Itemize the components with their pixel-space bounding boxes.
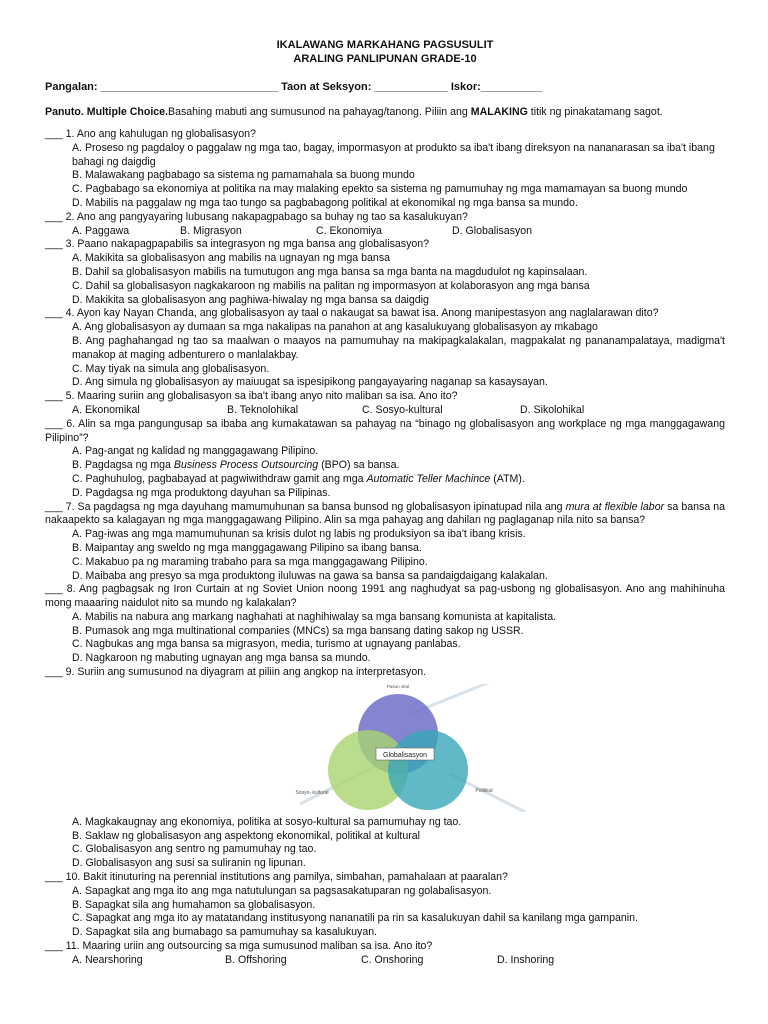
answer-blank[interactable]: ___ (45, 210, 63, 223)
question-text: 1. Ano ang kahulugan ng globalisasyon? (65, 128, 256, 140)
option-b: B. Saklaw ng globalisasyon ang aspektong ekonomikal, politikal at kultural (72, 829, 421, 842)
answer-blank[interactable]: ___ (45, 238, 63, 251)
question-9 (45, 666, 725, 871)
option-c: C. Ekonomiya (316, 224, 382, 237)
venn-center-label: Globalisasyon (383, 751, 427, 759)
instructions-text2: titik ng pinakatamang sagot. (527, 106, 663, 118)
option-b: B. Maipantay ang sweldo ng mga manggagawang Pilipino sa ibang bansa. (72, 541, 422, 554)
option-c: C. Globalisasyon ang sentro ng pamumuhay ng tao. (72, 843, 317, 856)
question-text-post: sa bansa na nakaapekto sa kalagayan ng mga manggagawang Pilipino. Alin sa mga pahayag ang dahilan ng paglaganap nila nito sa bansa? (45, 500, 725, 527)
option-a: A. Pag-angat ng kalidad ng manggagawang Pilipino. (72, 445, 319, 458)
option-d: D. Makikita sa globalisasyon ang paghiwa-hiwalay ng mga bansa sa daigdig (72, 293, 429, 306)
option-c: C. Makabuo pa ng maraming trabaho para sa mga manggagawang Pilipino. (72, 555, 428, 568)
option-c: C. May tiyak na simula ang globalisasyon. (72, 362, 270, 375)
venn-right-label: Politikal (475, 787, 493, 794)
question-5 (45, 390, 725, 418)
option-d: D. Mabilis na paggalaw ng mga tao tungo sa pagbabagong politikal at ekonomikal ng mga bansa sa mundo. (72, 196, 578, 209)
answer-blank[interactable]: ___ (45, 390, 63, 403)
option-c: C. Nagbukas ang mga bansa sa migrasyon, media, turismo at ugnayang panlabas. (72, 638, 461, 651)
option-c: C. Dahil sa globalisasyon nagkakaroon ng mabilis na palitan ng impormasyon at kolaborasyon ang mga bansa (72, 279, 590, 292)
option-b: B. Sapagkat sila ang humahamon sa globalisasyon. (72, 898, 316, 911)
option-b: B. Dahil sa globalisasyon mabilis na tumutugon ang mga bansa sa mga banta na magdudulot ng kapinsalaan. (72, 265, 588, 278)
answer-blank[interactable]: ___ (45, 871, 63, 884)
question-text: 8. Ang pagbagsak ng Iron Curtain at ng Soviet Union noong 1991 ang naghudyat sa pag-usbong ng globalisasyon. Ano ang mahihinuha mong maaaring naidulot nito sa mundo ng kalakalan? (45, 583, 725, 610)
venn-left-label: Sosyo- kultural (295, 789, 329, 796)
exam-title-line2: ARALING PANLIPUNAN GRADE-10 (293, 53, 477, 65)
option-d: D. Sapagkat sila ang bumabago sa pamumuhay sa kasalukuyan. (72, 926, 378, 939)
question-4 (45, 307, 725, 390)
instructions-label: Panuto. Multiple Choice. (45, 106, 169, 118)
option-a: A. Proseso ng pagdaloy o paggalaw ng mga tao, bagay, impormasyon at produkto sa iba't ibang direksyon na nananarasan sa iba't ibang bahagi ng daigdig (72, 141, 715, 168)
question-8 (45, 583, 725, 666)
option-a: A. Makikita sa globalisasyon ang mabilis na ugnayan ng mga bansa (72, 252, 391, 265)
option-d: D. Ang simula ng globalisasyon ay maiuugat sa ispesipikong pangayayaring naganap sa kasaysayan. (72, 376, 548, 389)
instructions-bold-word: MALAKING (470, 106, 528, 118)
question-text-italic: mura at flexible labor (565, 500, 665, 513)
option-a: A. Ang globalisasyon ay dumaan sa mga nakalipas na panahon at ang kasalukuyang globalisasyon ay mkabago (72, 321, 598, 334)
question-text: 2. Ano ang pangyayaring lubusang nakapagpabago sa buhay ng tao sa kasalukuyan? (65, 210, 468, 223)
question-6 (45, 418, 725, 501)
answer-blank[interactable]: ___ (45, 940, 63, 953)
question-1 (45, 128, 725, 211)
option-d: D. Nagkaroon ng mabuting ugnayan ang mga bansa sa mundo. (72, 652, 371, 665)
answer-blank[interactable]: ___ (45, 500, 63, 513)
instructions-text1: Basahing mabuti ang sumusunod na pahayag/tanong. Piliin ang (168, 106, 471, 118)
answer-blank[interactable]: ___ (45, 307, 63, 320)
question-text: 3. Paano nakapagpapabilis sa integrasyon ng mga bansa ang globalisasyon? (65, 238, 430, 251)
question-text: 5. Maaring suriin ang globalisasyon sa iba't ibang anyo nito maliban sa isa. Ano ito? (65, 390, 458, 403)
exam-title-line1: IKALAWANG MARKAHANG PAGSUSULIT (276, 39, 494, 51)
option-a: A. Magkakaugnay ang ekonomiya, politika at sosyo-kultural sa pamumuhay ng tao. (72, 815, 462, 828)
question-text: 6. Alin sa mga pangungusap sa ibaba ang kumakatawan sa pahayag na “binago ng globalisasyon ang workplace ng mga manggagawang Pilipino”? (45, 417, 725, 444)
question-list (45, 128, 725, 968)
option-c: C. Paghuhulog, pagbabayad at pagwiwithdraw gamit ang mga Automatic Teller Machince (ATM). (72, 472, 525, 485)
venn-circle-right (388, 730, 468, 810)
option-c: C. Onshoring (361, 953, 424, 966)
question-3 (45, 238, 725, 307)
answer-blank[interactable]: ___ (45, 417, 63, 430)
answer-blank[interactable]: ___ (45, 666, 63, 679)
option-a: A. Ekonomikal (72, 403, 140, 416)
option-b: B. Offshoring (225, 953, 287, 966)
question-text: 10. Bakit itinuturing na perennial institutions ang pamilya, simbahan, pamahalaan at paaralan? (65, 871, 508, 884)
question-text: 4. Ayon kay Nayan Chanda, ang globalisasyon ay taal o nakaugat sa bawat isa. Anong manipestasyon ang naglalarawan dito? (65, 307, 659, 320)
question-10 (45, 871, 725, 940)
option-a: A. Mabilis na nabura ang markang naghahati at naghihiwalay sa mga bansang komunista at kapitalista. (72, 610, 557, 623)
student-info-line: Pangalan: _____________________________ Taon at Seksyon: ____________ Iskor:__________ (45, 81, 543, 93)
instructions (45, 105, 725, 119)
option-d: D. Maibaba ang presyo sa mga produktong iluluwas na gawa sa bansa sa pandaigdaigang kalakalan. (72, 569, 548, 582)
exam-title (45, 38, 725, 66)
venn-top-label: Pasun okal (386, 683, 410, 689)
option-a: A. Nearshoring (72, 953, 143, 966)
answer-blank[interactable]: ___ (45, 128, 63, 140)
option-d: D. Pagdagsa ng mga produktong dayuhan sa Pilipinas. (72, 486, 331, 499)
option-c: C. Sosyo-kultural (362, 403, 443, 416)
option-d: D. Globalisasyon ang susi sa suliranin ng lipunan. (72, 857, 306, 870)
option-b: B. Migrasyon (180, 224, 242, 237)
venn-diagram-svg (260, 684, 530, 812)
option-a: A. Pag-iwas ang mga mamumuhunan sa krisis dulot ng labis ng produksiyon sa iba't ibang krisis. (72, 528, 526, 541)
option-c: C. Sapagkat ang mga ito ay matatandang institusyong nananatili pa rin sa kasalukuyan dahil sa kanilang mga gampanin. (72, 912, 638, 925)
answer-blank[interactable]: ___ (45, 583, 63, 596)
question-11 (45, 940, 725, 968)
option-b: B. Teknolohikal (227, 403, 299, 416)
venn-diagram (260, 684, 530, 812)
question-text-pre: 7. Sa pagdagsa ng mga dayuhang mamumuhunan sa bansa bunsod ng globalisasyon ipinatupad nila ang (65, 500, 566, 513)
option-b: B. Malawakang pagbabago sa sistema ng pamamahala sa buong mundo (72, 169, 415, 182)
option-d: D. Globalisasyon (452, 224, 533, 237)
option-b: B. Pumasok ang mga multinational companies (MNCs) sa mga bansang dating sakop ng USSR. (72, 624, 524, 637)
question-text: 9. Suriin ang sumusunod na diyagram at piliin ang angkop na interpretasyon. (65, 666, 427, 679)
option-b: B. Ang paghahangad ng tao sa maalwan o maayos na pamumuhay na makipagkalakalan, magpakalat ng pananampalataya, madigma't manakop at maging adbenturero o manlalakbay. (72, 334, 725, 361)
question-text: 11. Maaring uriin ang outsourcing sa mga sumusunod maliban sa isa. Ano ito? (65, 940, 433, 953)
question-2 (45, 211, 725, 239)
option-a: A. Paggawa (72, 224, 130, 237)
question-7 (45, 501, 725, 584)
option-d: D. Inshoring (497, 953, 555, 966)
option-c: C. Pagbabago sa ekonomiya at politika na may malaking epekto sa sistema ng pamumuhay ng mga mamamayan sa buong mundo (72, 183, 688, 196)
option-d: D. Sikolohikal (520, 403, 585, 416)
option-b: B. Pagdagsa ng mga Business Process Outsourcing (BPO) sa bansa. (72, 459, 400, 472)
option-a: A. Sapagkat ang mga ito ang mga natutulungan sa pagsasakatuparan ng golabalisasyon. (72, 884, 492, 897)
exam-page (45, 38, 725, 968)
